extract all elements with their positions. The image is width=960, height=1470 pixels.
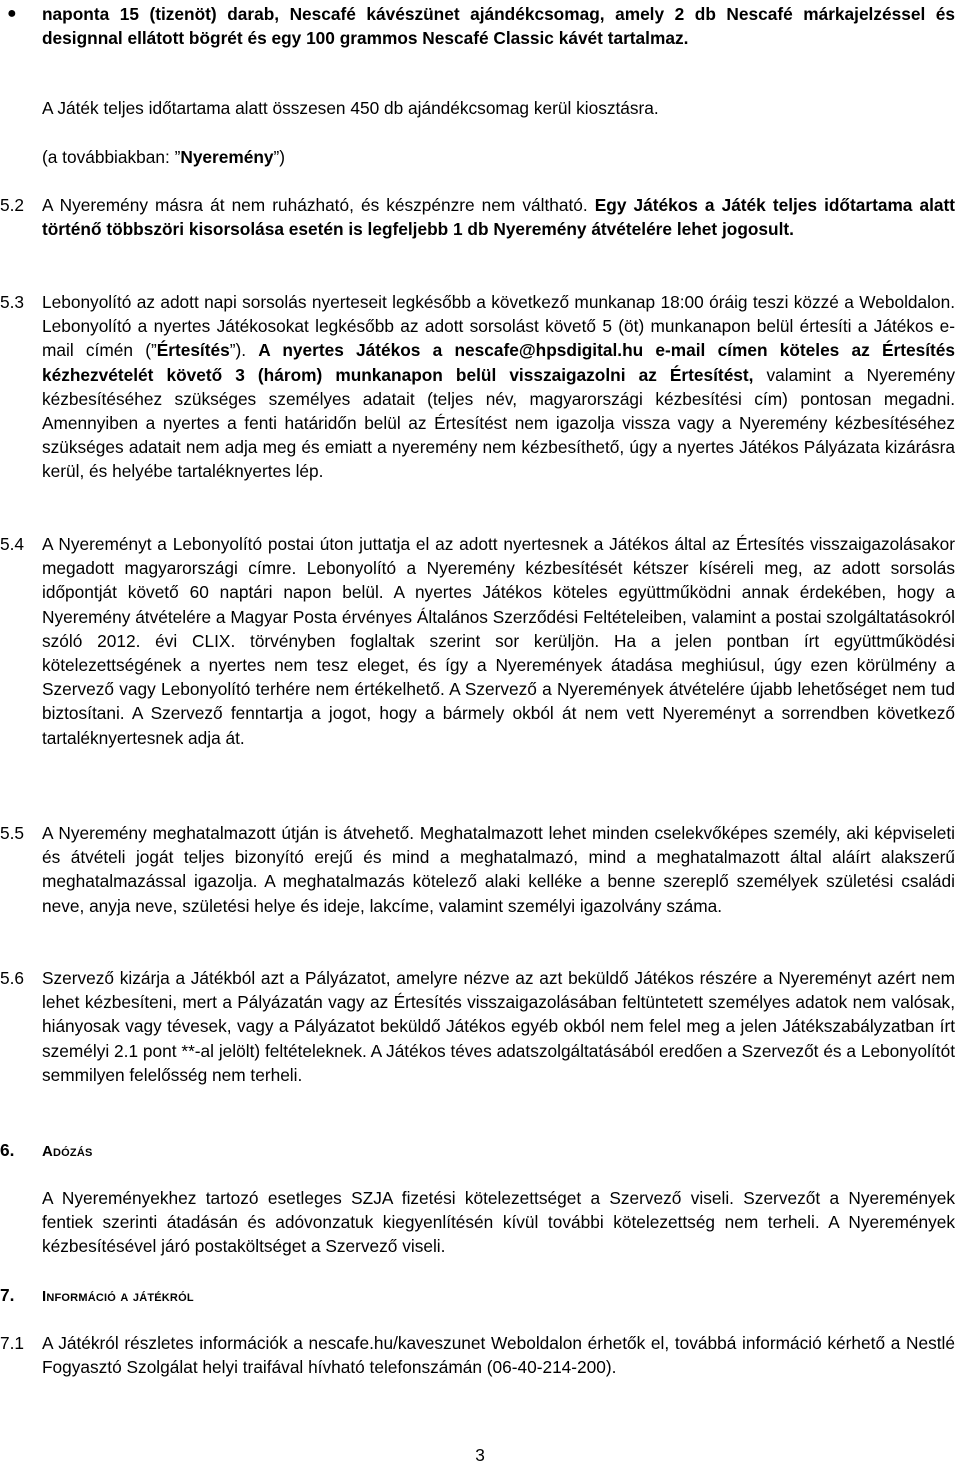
prize-total-text: A Játék teljes időtartama alatt összesen 450 db ajándékcsomag kerül kiosztásra. [42, 98, 659, 118]
section-5-5-text: A Nyeremény meghatalmazott útján is átvehető. Meghatalmazott lehet minden cselekvőképes személy, aki képviseleti és átvételi jogát teljes bizonyító erejű és mind a meghatalmazó, mind a meghatalmazott által aláírt alakszerű meghatalmazással igazolja. A meghatalmazás kötelező alaki kelléke a benne szereplő személyek születési családi neve, anyja neve, születési helye és ideje, lakcíme, valamint személyi igazolvány száma. [42, 823, 955, 916]
prize-def-suffix: ”) [273, 147, 286, 167]
section-5-4-label: 5.4 [0, 534, 25, 554]
section-5-4-text: A Nyereményt a Lebonyolító postai úton juttatja el az adott nyertesnek a Játékos által az Értesítés visszaigazolásakor megadott magyarországi címre. Lebonyolító a Nyeremény kézbesítését kétszer kíséreli meg, az adott sorsolás időpontját követő 60 naptári napon belül. A nyertes Játékos köteles együttműködni annak érdekében, hogy a Nyeremény átvételére a Magyar Posta érvényes Általános Szerződési Feltételeiben, valamint a postai szolgáltatásokról szóló 2012. évi CLIX. törvényben foglaltak szerint sor kerüljön. Ha a jelen pontban írt együttműködési kötelezettségének a nyertes nem tesz eleget, és így a Nyeremények átadása meghiúsul, úgy ezen körülmény a Szervező vagy Lebonyolító terhére nem értékelhető. A Szervező a Nyeremények átvételére újabb lehetőséget nem tud biztosítani. A Szervező fenntartja a jogot, hogy a bármely okból át nem vett Nyereményt a sorrendben következő tartaléknyertesnek adja át. [42, 534, 955, 748]
section-5-3-label: 5.3 [0, 292, 25, 312]
section-5-6 [0, 966, 955, 1087]
bullet-item [42, 2, 955, 50]
section-6-text [42, 1186, 955, 1259]
section-7-heading [0, 1283, 900, 1309]
prize-def-prefix: (a továbbiakban: ” [42, 147, 181, 167]
section-7-1 [0, 1331, 955, 1379]
section-5-3-text-3: valamint a Nyeremény kézbesítéséhez szükséges személyes adatait (teljes név, magyarországi kézbesítési cím) pontosan megadni. Amennyiben a nyertes a fenti határidőn belül az Értesítést nem igazolja vissza vagy a Nyeremény kézbesítéséhez szükséges adatait nem adja meg és emiatt a nyeremény nem kézbesíthető, úgy a nyertes Játékos Pályázata kizárásra kerül, és helyébe tartaléknyertes lép. [42, 364, 955, 482]
section-5-3 [0, 290, 955, 484]
section-5-5 [0, 821, 955, 918]
section-5-2-label: 5.2 [0, 195, 25, 215]
section-5-3-text-1: Lebonyolító az adott napi sorsolás nyerteseit legkésőbb a következő munkanap 18:00 óráig teszi közzé a Weboldalon. Lebonyolító a nyertes Játékosokat legkésőbb az adott sorsolást követő 5 (öt) munkanapon belül értesíti a Játékos e-mail címén (” [42, 292, 955, 361]
section-7-1-text: A Játékról részletes információk a nescafe.hu/kaveszunet Weboldalon érhetők el, továbbá információ kérhető a Nestlé Fogyasztó Szolgálat helyi traifával hívható telefonszámán (06-40-214-200). [42, 1333, 955, 1378]
section-7-title: Információ a játékról [42, 1288, 194, 1305]
section-5-6-text: Szervező kizárja a Játékból azt a Pályázatot, amelyre nézve az azt beküldő Játékos részére a Nyereményt azért nem lehet kézbesíteni, mert a Pályázatán vagy az Értesítés visszaigazolásában feltüntetett személyes adatok nem valósak, hiányosak vagy tévesek, vagy a Pályázatot beküldő Játékos egyéb okból nem felel meg a jelen Játékszabályzatban írt személyi 2.1 pont **-al jelölt) feltételeknek. A Játékos téves adatszolgáltatásából eredően a Szervezőt és a Lebonyolítót semmilyen felelősség nem terheli. [42, 968, 955, 1085]
section-5-2-bold: Egy Játékos a Játék teljes időtartama alatt történő többszöri kisorsolása esetén is legfeljebb 1 db Nyeremény átvételére lehet jogosult. [42, 195, 956, 240]
prize-definition [42, 145, 955, 169]
section-5-6-label: 5.6 [0, 968, 25, 988]
section-5-3-bold: A nyertes Játékos a nescafe@hpsdigital.hu e-mail címen köteles az Értesítés kézhezvételét követő 3 (három) munkanapon belül visszaigazolni az Értesítést, [42, 340, 955, 385]
section-6-paragraph: A Nyereményekhez tartozó esetleges SZJA fizetési kötelezettséget a Szervező viseli. Szervezőt a Nyeremények fentiek szerinti átadásán és adóvonzatuk kiegyenlítésén kívül további kötelezettség nem terheli. A Nyeremények kézbesítésével járó postaköltséget a Szervező viseli. [42, 1188, 955, 1257]
prize-total-paragraph [42, 96, 955, 120]
bullet-item-text: naponta 15 (tizenöt) darab, Nescafé kávészünet ajándékcsomag, amely 2 db Nescafé márkajelzéssel és designnal ellátott bögrét és egy 100 grammos Nescafé Classic kávét tartalmaz. [42, 4, 955, 49]
section-7-number: 7. [0, 1285, 15, 1305]
section-7-1-label: 7.1 [0, 1333, 25, 1353]
prize-def-term: Nyeremény [180, 147, 274, 167]
section-5-3-text-2: ”). [229, 340, 259, 361]
section-6-number: 6. [0, 1140, 15, 1160]
section-6-heading [0, 1138, 900, 1164]
page-number: 3 [475, 1445, 485, 1465]
section-6-title: Adózás [42, 1143, 93, 1160]
section-5-3-term: Értesítés [156, 340, 230, 361]
section-5-4 [0, 532, 955, 750]
bullet-icon: ● [7, 5, 17, 22]
section-5-2-text: A Nyeremény másra át nem ruházható, és készpénzre nem váltható. [42, 195, 595, 215]
section-5-2 [0, 193, 955, 241]
section-5-5-label: 5.5 [0, 823, 25, 843]
